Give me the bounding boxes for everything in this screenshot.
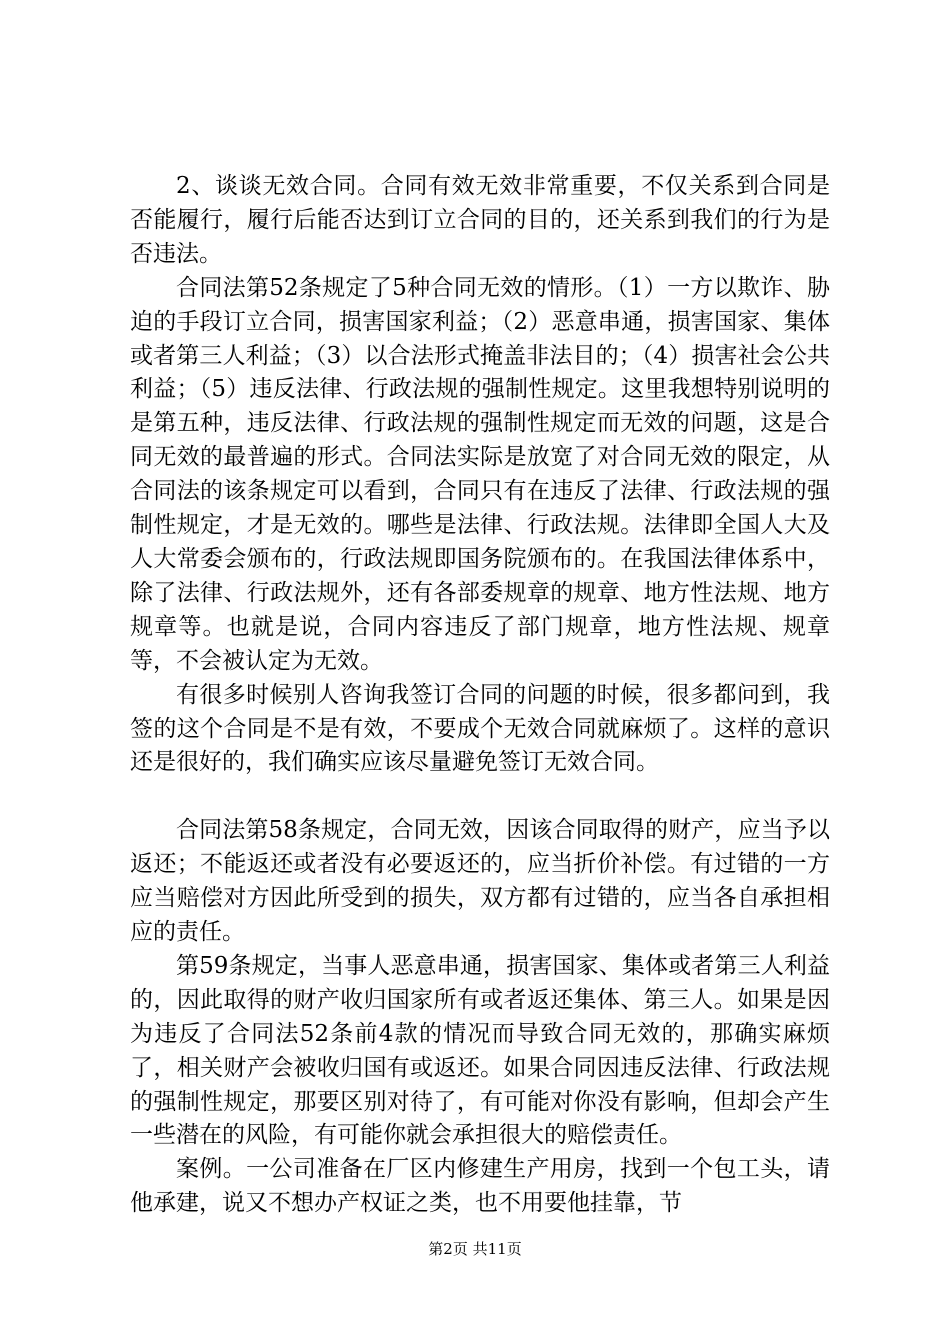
paragraph-article-59: 第59条规定，当事人恶意串通，损害国家、集体或者第三人利益的，因此取得的财产收归国家所有或者返还集体、第三人。如果是因为违反了合同法52条前4款的情况而导致合同无效的，那确实麻烦了，相关财产会被收归国有或返还。如果合同因违反法律、行政法规的强制性规定，那要区别对待了，有可能对你没有影响，但却会产生一些潜在的风险，有可能你就会承担很大的赔偿责任。 [130,952,830,1149]
document-body [130,170,830,1221]
paragraph-article-58: 合同法第58条规定，合同无效，因该合同取得的财产，应当予以返还；不能返还或者没有必要返还的，应当折价补偿。有过错的一方应当赔偿对方因此所受到的损失，双方都有过错的，应当各自承担相应的责任。 [130,817,830,946]
page-number: 第2页 共11页 [428,1240,522,1258]
paragraph-invalid-contracts-intro: 2、谈谈无效合同。合同有效无效非常重要，不仅关系到合同是否能履行，履行后能否达到订立合同的目的，还关系到我们的行为是否违法。 [130,173,830,267]
paragraph-case-example: 案例。一公司准备在厂区内修建生产用房，找到一个包工头，请他承建，说又不想办产权证之类，也不用要他挂靠，节 [130,1156,830,1217]
paragraph-consultation: 有很多时候别人咨询我签订合同的问题的时候，很多都问到，我签的这个合同是不是有效，不要成个无效合同就麻烦了。这样的意识还是很好的，我们确实应该尽量避免签订无效合同。 [130,681,830,776]
paragraph-spacer [130,780,830,814]
paragraph-article-52: 合同法第52条规定了5种合同无效的情形。（1）一方以欺诈、胁迫的手段订立合同，损害国家利益；（2）恶意串通，损害国家、集体或者第三人利益；（3）以合法形式掩盖非法目的；（4）损害社会公共利益；（5）违反法律、行政法规的强制性规定。这里我想特别说明的是第五种，违反法律、行政法规的强制性规定而无效的问题，这是合同无效的最普遍的形式。合同法实际是放宽了对合同无效的限定，从合同法的该条规定可以看到，合同只有在违反了法律、行政法规的强制性规定，才是无效的。哪些是法律、行政法规。法律即全国人大及人大常委会颁布的，行政法规即国务院颁布的。在我国法律体系中，除了法律、行政法规外，还有各部委规章的规章、地方性法规、地方规章等。也就是说，合同内容违反了部门规章，地方性法规、规章等，不会被认定为无效。 [130,274,830,674]
page-footer [0,1239,950,1259]
